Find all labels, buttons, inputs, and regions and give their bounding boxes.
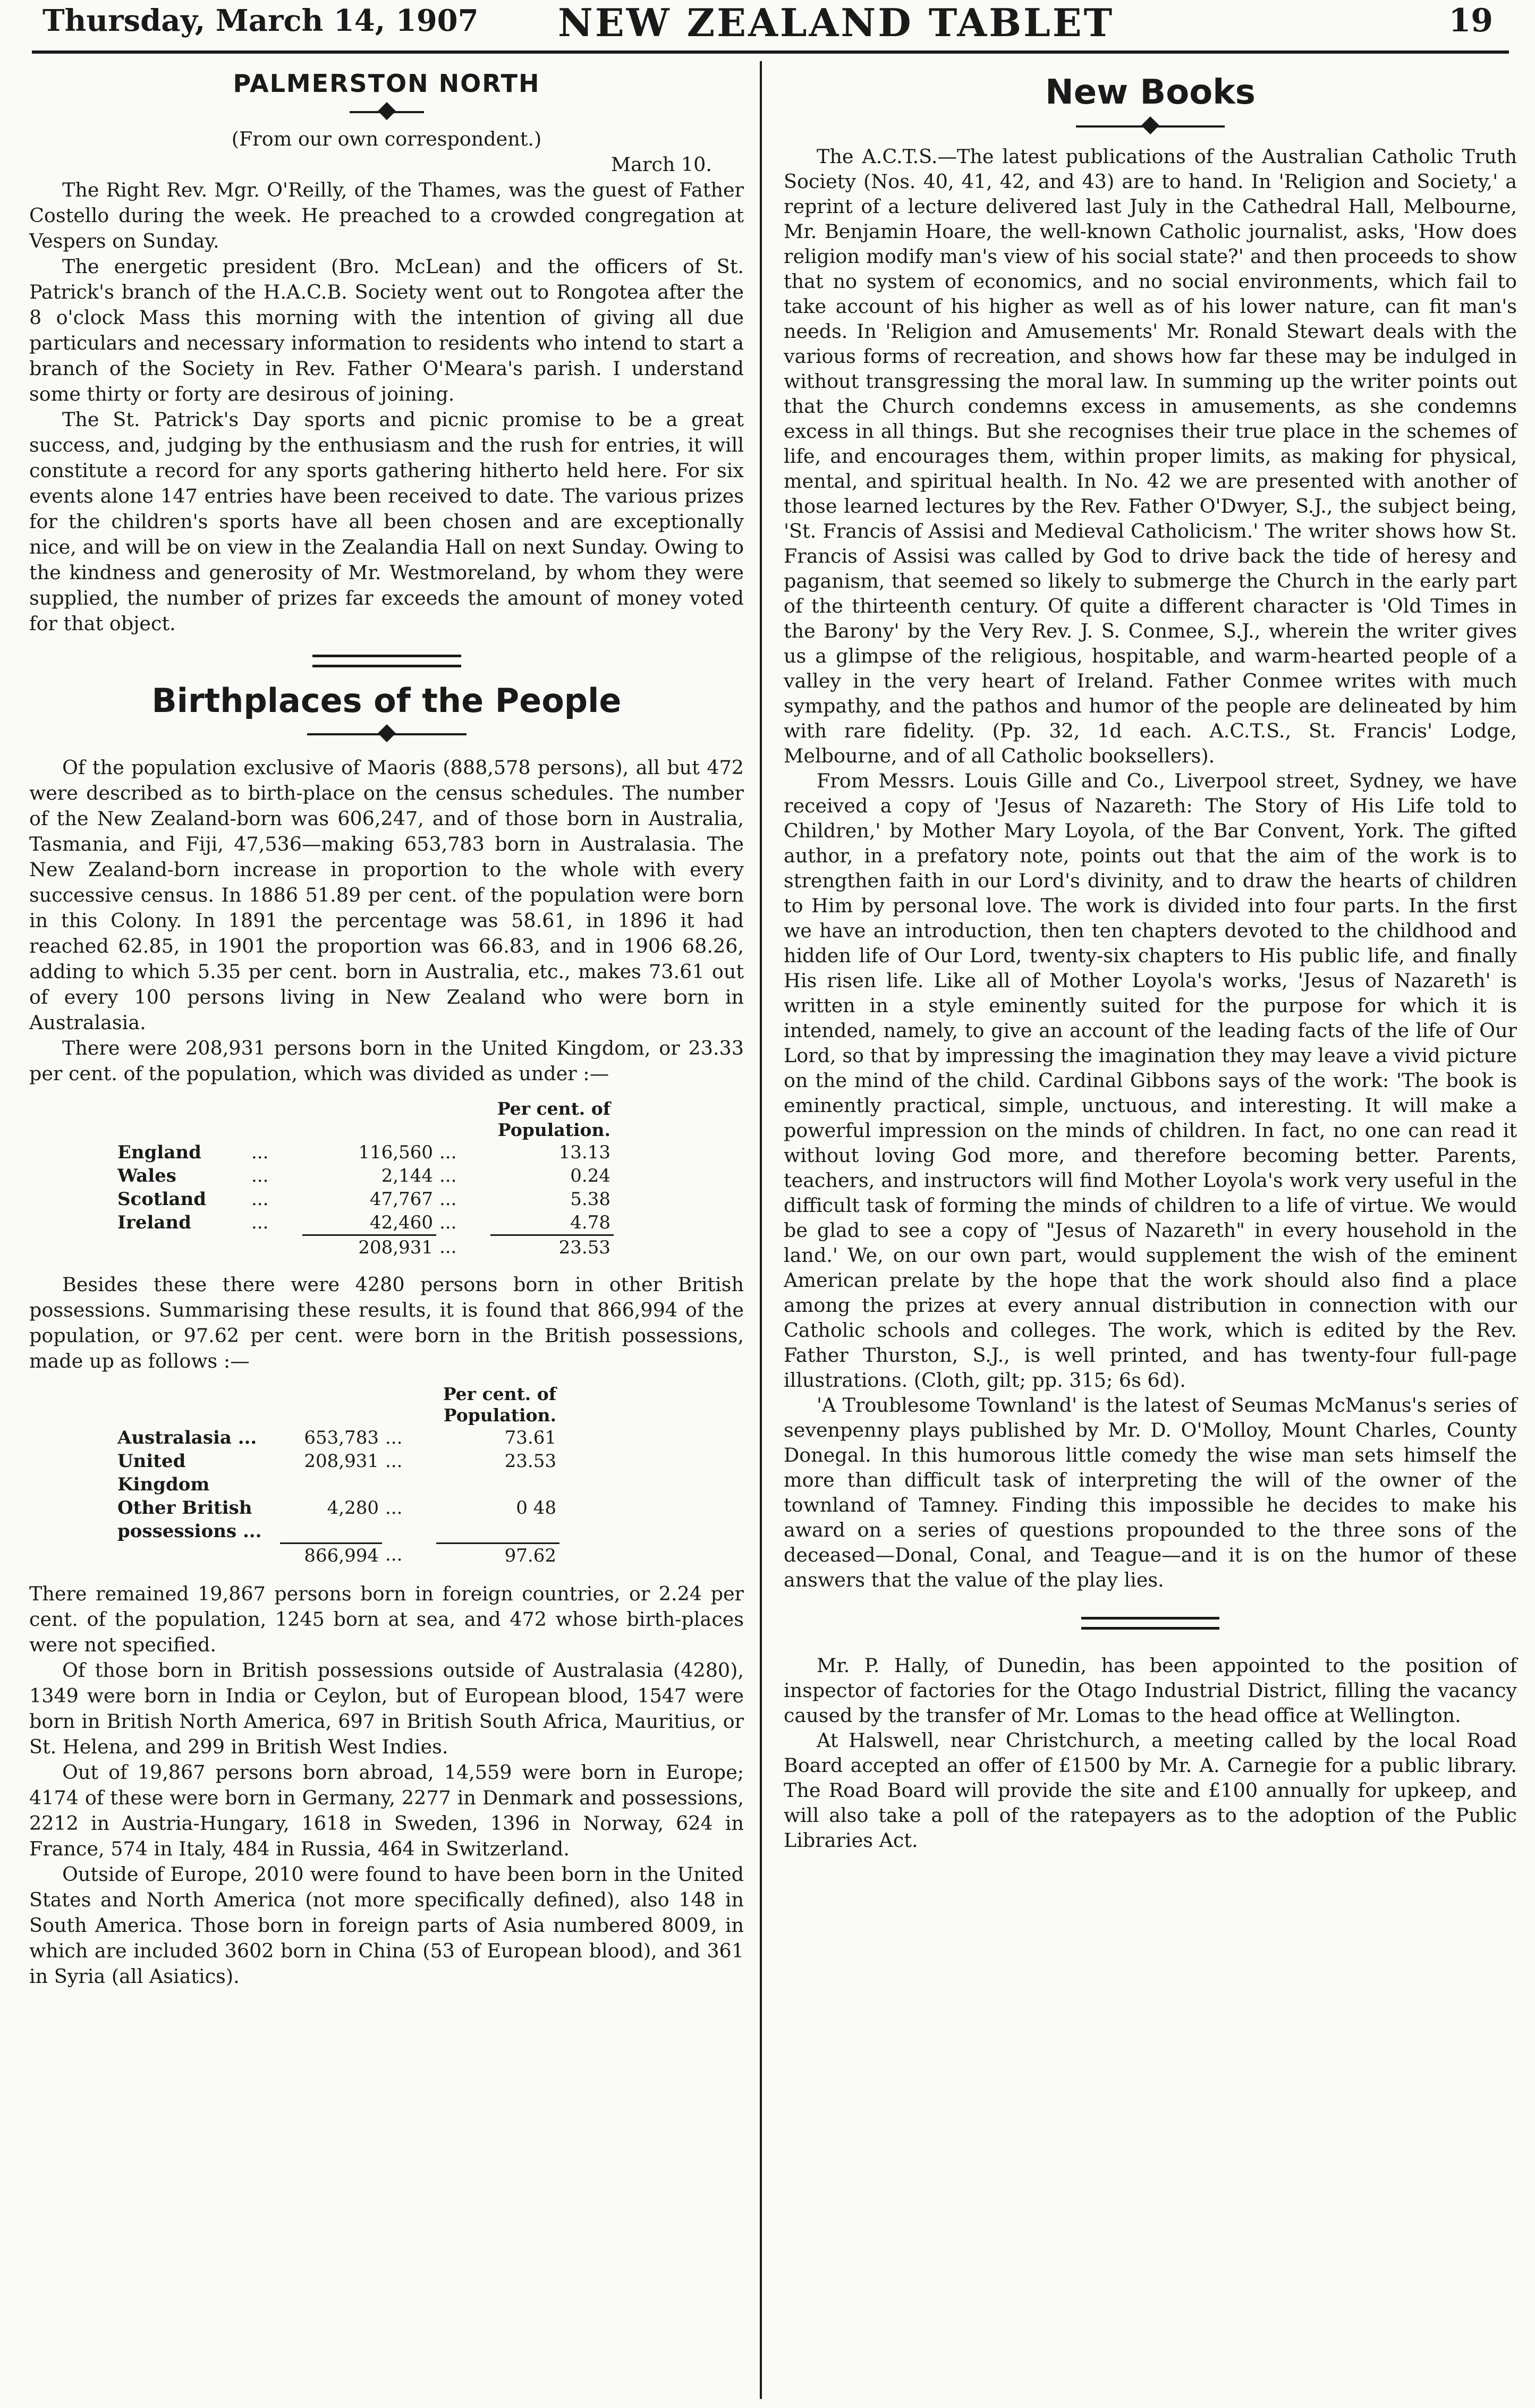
issue-date: Thursday, March 14, 1907: [43, 3, 479, 38]
table-row: United Kingdom 208,931 ... 23.53: [117, 1451, 556, 1495]
palmerston-byline: (From our own correspondent.): [231, 128, 542, 150]
palmerston-para-2: The energetic president (Bro. McLean) and the officers of St. Patrick's branch of the H.A.C.B. Society went out to Rongotea after the 8 o'clock Mass this morning with the intention of giving all due particulars and necessary information to residents who intend to start a branch of the Society in Rev. Father O'Meara's parish. I understand some thirty or forty are desirous of joining.: [29, 255, 744, 405]
masthead: NEW ZEALAND TABLET: [558, 0, 1115, 45]
ornament-rule: [350, 103, 424, 121]
new-books-para-3: 'A Troublesome Townland' is the latest of Seumas McManus's series of sevenpenny plays published by Mr. D. O'Molloy, Mount Charles, County Donegal. In this humorous little comedy the wise man sets himself the more than difficult task of interpreting the will of the owner of the townland of Tamney. Finding this impossible he decides to make his award on a series of questions propounded to the three sons of the deceased—Donal, Conal, and Teague—and it is on the humor of these answers that the value of the play lies.: [784, 1394, 1517, 1591]
palmerston-para-3: The St. Patrick's Day sports and picnic promise to be a great success, and, judging by the enthusiasm and the rush for entries, it will constitute a record for any sports gathering hitherto held here. For six events alone 147 entries have been received to date. The various prizes for the children's sports have all been chosen and are exceptionally nice, and will be on view in the Zealandia Hall on next Sunday. Owing to the kindness and generosity of Mr. Westmoreland, by whom they were supplied, the number of prizes far exceeds the amount of money voted for that object.: [29, 408, 744, 635]
british-possessions-table: [114, 1384, 559, 1567]
new-books-para-2: From Messrs. Louis Gille and Co., Liverpool street, Sydney, we have received a copy of 'Jesus of Nazareth: The Story of His Life told to Children,' by Mother Mary Loyola, of the Bar Convent, York. The gifted author, in a prefatory note, points out that the aim of the work is to strengthen faith in our Lord's divinity, and to draw the hearts of children to Him by personal love. The work is divided into four parts. In the first we have an introduction, then ten chapters devoted to the childhood and hidden life of Our Lord, twenty-six chapters to His public life, and finally His risen life. Like all of Mother Loyola's works, 'Jesus of Nazareth' is written in a style eminently suited for the purpose for which it is intended, namely, to give an account of the leading facts of the life of Our Lord, so that by impressing the imagination they may leave a vivid picture on the mind of the child. Cardinal Gibbons says of the work: 'The book is eminently practical, simple, unctuous, and interesting. It will make a powerful impression on the minds of children. In fact, no one can read it without loving God more, and therefore becoming better. Parents, teachers, and instructors will find Mother Loyola's work very useful in the difficult task of forming the minds of children to a life of virtue. We would be glad to see a copy of "Jesus of Nazareth" in every household in the land.' We, on our own part, would supplement the wish of the eminent American prelate by the hope that the work should also find a place among the prizes at every annual distribution in connection with our Catholic schools and colleges. The work, which is edited by the Rev. Father Thurston, S.J., is well printed, and has twenty-four full-page illustrations. (Cloth, gilt; pp. 315; 6s 6d).: [784, 769, 1517, 1392]
right-column: [784, 61, 1517, 1853]
new-books-heading: New Books: [1045, 73, 1256, 112]
birthplaces-para-2: There were 208,931 persons born in the United Kingdom, or 23.33 per cent. of the population, which was divided as under :—: [29, 1037, 744, 1085]
ornament-rule: [1076, 117, 1225, 135]
birthplaces-para-6: Out of 19,867 persons born abroad, 14,559 were born in Europe; 4174 of these were born in Germany, 2277 in Denmark and possessions, 2212 in Austria-Hungary, 1618 in Sweden, 1396 in Norway, 624 in France, 574 in Italy, 484 in Russia, 464 in Switzerland.: [29, 1760, 744, 1860]
new-books-para-1: The A.C.T.S.—The latest publications of the Australian Catholic Truth Society (Nos. 40, 41, 42, and 43) are to hand. In 'Religion and Society,' a reprint of a lecture delivered last July in the Cathedral Hall, Melbourne, Mr. Benjamin Hoare, the well-known Catholic journalist, asks, 'How does religion modify man's view of his social state?' and then proceeds to show that no system of economics, and no social environments, which fail to take account of his higher as well as of his lower nature, can fit man's needs. In 'Religion and Amusements' Mr. Ronald Stewart deals with the various forms of recreation, and shows how far these may be indulged in without transgressing the moral law. In summing up the writer points out that the Church condemns excess in amusements, as she condemns excess in all things. But she recognises their true place in the schemes of life, and encourages them, within proper limits, as making for physical, mental, and spiritual health. In No. 42 we are presented with another of those learned lectures by the Rev. Father O'Dwyer, S.J., the subject being, 'St. Francis of Assisi and Medieval Catholicism.' The writer shows how St. Francis of Assisi was called by God to drive back the tide of heresy and paganism, that seemed so likely to submerge the Church in the early part of the thirteenth century. Of quite a different character is 'Old Times in the Barony' by the Very Rev. J. S. Conmee, S.J., wherein the writer gives us a glimpse of the religious, hospitable, and warm-hearted people of a valley in the very heart of Ireland. Father Conmee writes with much sympathy, and the pathos and humor of the people are delineated by him with rare fidelity. (Pp. 32, 1d each. A.C.T.S., St. Francis' Lodge, Melbourne, and of all Catholic booksellers).: [784, 145, 1517, 767]
birthplaces-para-5: Of those born in British possessions outside of Australasia (4280), 1349 were born in India or Ceylon, but of European blood, 1547 were born in British North America, 697 in British South Africa, Mauritius, or St. Helena, and 299 in British West Indies.: [29, 1658, 744, 1758]
misc-para-2: At Halswell, near Christchurch, a meeting called by the local Road Board accepted an offer of £1500 by Mr. A. Carnegie for a public library. The Road Board will provide the site and £100 annually for upkeep, and will also take a poll of the ratepayers as to the adoption of the Public Libraries Act.: [784, 1729, 1517, 1852]
palmerston-heading: PALMERSTON NORTH: [233, 69, 540, 98]
table-row: Wales ... 2,144 ... 0.24: [117, 1165, 610, 1186]
birthplaces-para-7: Outside of Europe, 2010 were found to have been born in the United States and North America (not more specifically defined), also 148 in South America. Those born in foreign parts of Asia numbered 8009, in which are included 3602 born in China (53 of European blood), and 361 in Syria (all Asiatics).: [29, 1862, 744, 1988]
birthplaces-heading: Birthplaces of the People: [151, 681, 622, 720]
table-total-row: 866,994 ... 97.62: [114, 1543, 559, 1567]
ornament-rule: [307, 725, 467, 743]
table-row: England ... 116,560 ... 13.13: [117, 1142, 610, 1163]
uk-population-table: [114, 1098, 614, 1259]
section-rule: [1081, 1617, 1219, 1630]
column-divider: [760, 61, 762, 2399]
birthplaces-para-1: Of the population exclusive of Maoris (888,578 persons), all but 472 were described as to birth-place on the census schedules. The number of the New Zealand-born was 606,247, and of those born in Australia, Tasmania, and Fiji, 47,536—making 653,783 born in Australasia. The New Zealand-born increase in proportion to the whole with every successive census. In 1886 51.89 per cent. of the population were born in this Colony. In 1891 the percentage was 58.61, in 1896 it had reached 62.85, in 1901 the proportion was 66.83, and in 1906 68.26, adding to which 5.35 per cent. born in Australia, etc., makes 73.61 out of every 100 persons living in New Zealand who were born in Australasia.: [29, 756, 744, 1034]
table-total-row: 208,931 ... 23.53: [114, 1235, 614, 1260]
table-row: Scotland ... 47,767 ... 5.38: [117, 1189, 610, 1210]
page-header: [32, 0, 1509, 54]
misc-para-1: Mr. P. Hally, of Dunedin, has been appointed to the position of inspector of factories for the Otago Industrial District, filling the vacancy caused by the transfer of Mr. Lomas to the head office at Wellington.: [784, 1654, 1517, 1727]
left-column: [29, 69, 744, 1989]
birthplaces-para-4: There remained 19,867 persons born in foreign countries, or 2.24 per cent. of the population, 1245 born at sea, and 472 whose birth-places were not specified.: [29, 1582, 744, 1656]
section-rule: [312, 655, 461, 667]
page-number: 19: [1448, 2, 1493, 39]
table-row: Other British possessions ... 4,280 ... 0 48: [117, 1497, 556, 1542]
table-row: Ireland ... 42,460 ... 4.78: [117, 1212, 610, 1233]
birthplaces-para-3: Besides these there were 4280 persons born in other British possessions. Summarising these results, it is found that 866,994 of the population, or 97.62 per cent. were born in the British possessions, made up as follows :—: [29, 1273, 744, 1372]
palmerston-para-1: The Right Rev. Mgr. O'Reilly, of the Thames, was the guest of Father Costello during the week. He preached to a crowded congregation at Vespers on Sunday.: [29, 179, 744, 252]
table-header: Per cent. of Population.: [497, 1098, 610, 1140]
table-header: Per cent. of Population.: [443, 1384, 556, 1426]
palmerston-dateline: March 10.: [610, 153, 712, 176]
table-row: Australasia ... 653,783 ... 73.61: [117, 1427, 556, 1448]
